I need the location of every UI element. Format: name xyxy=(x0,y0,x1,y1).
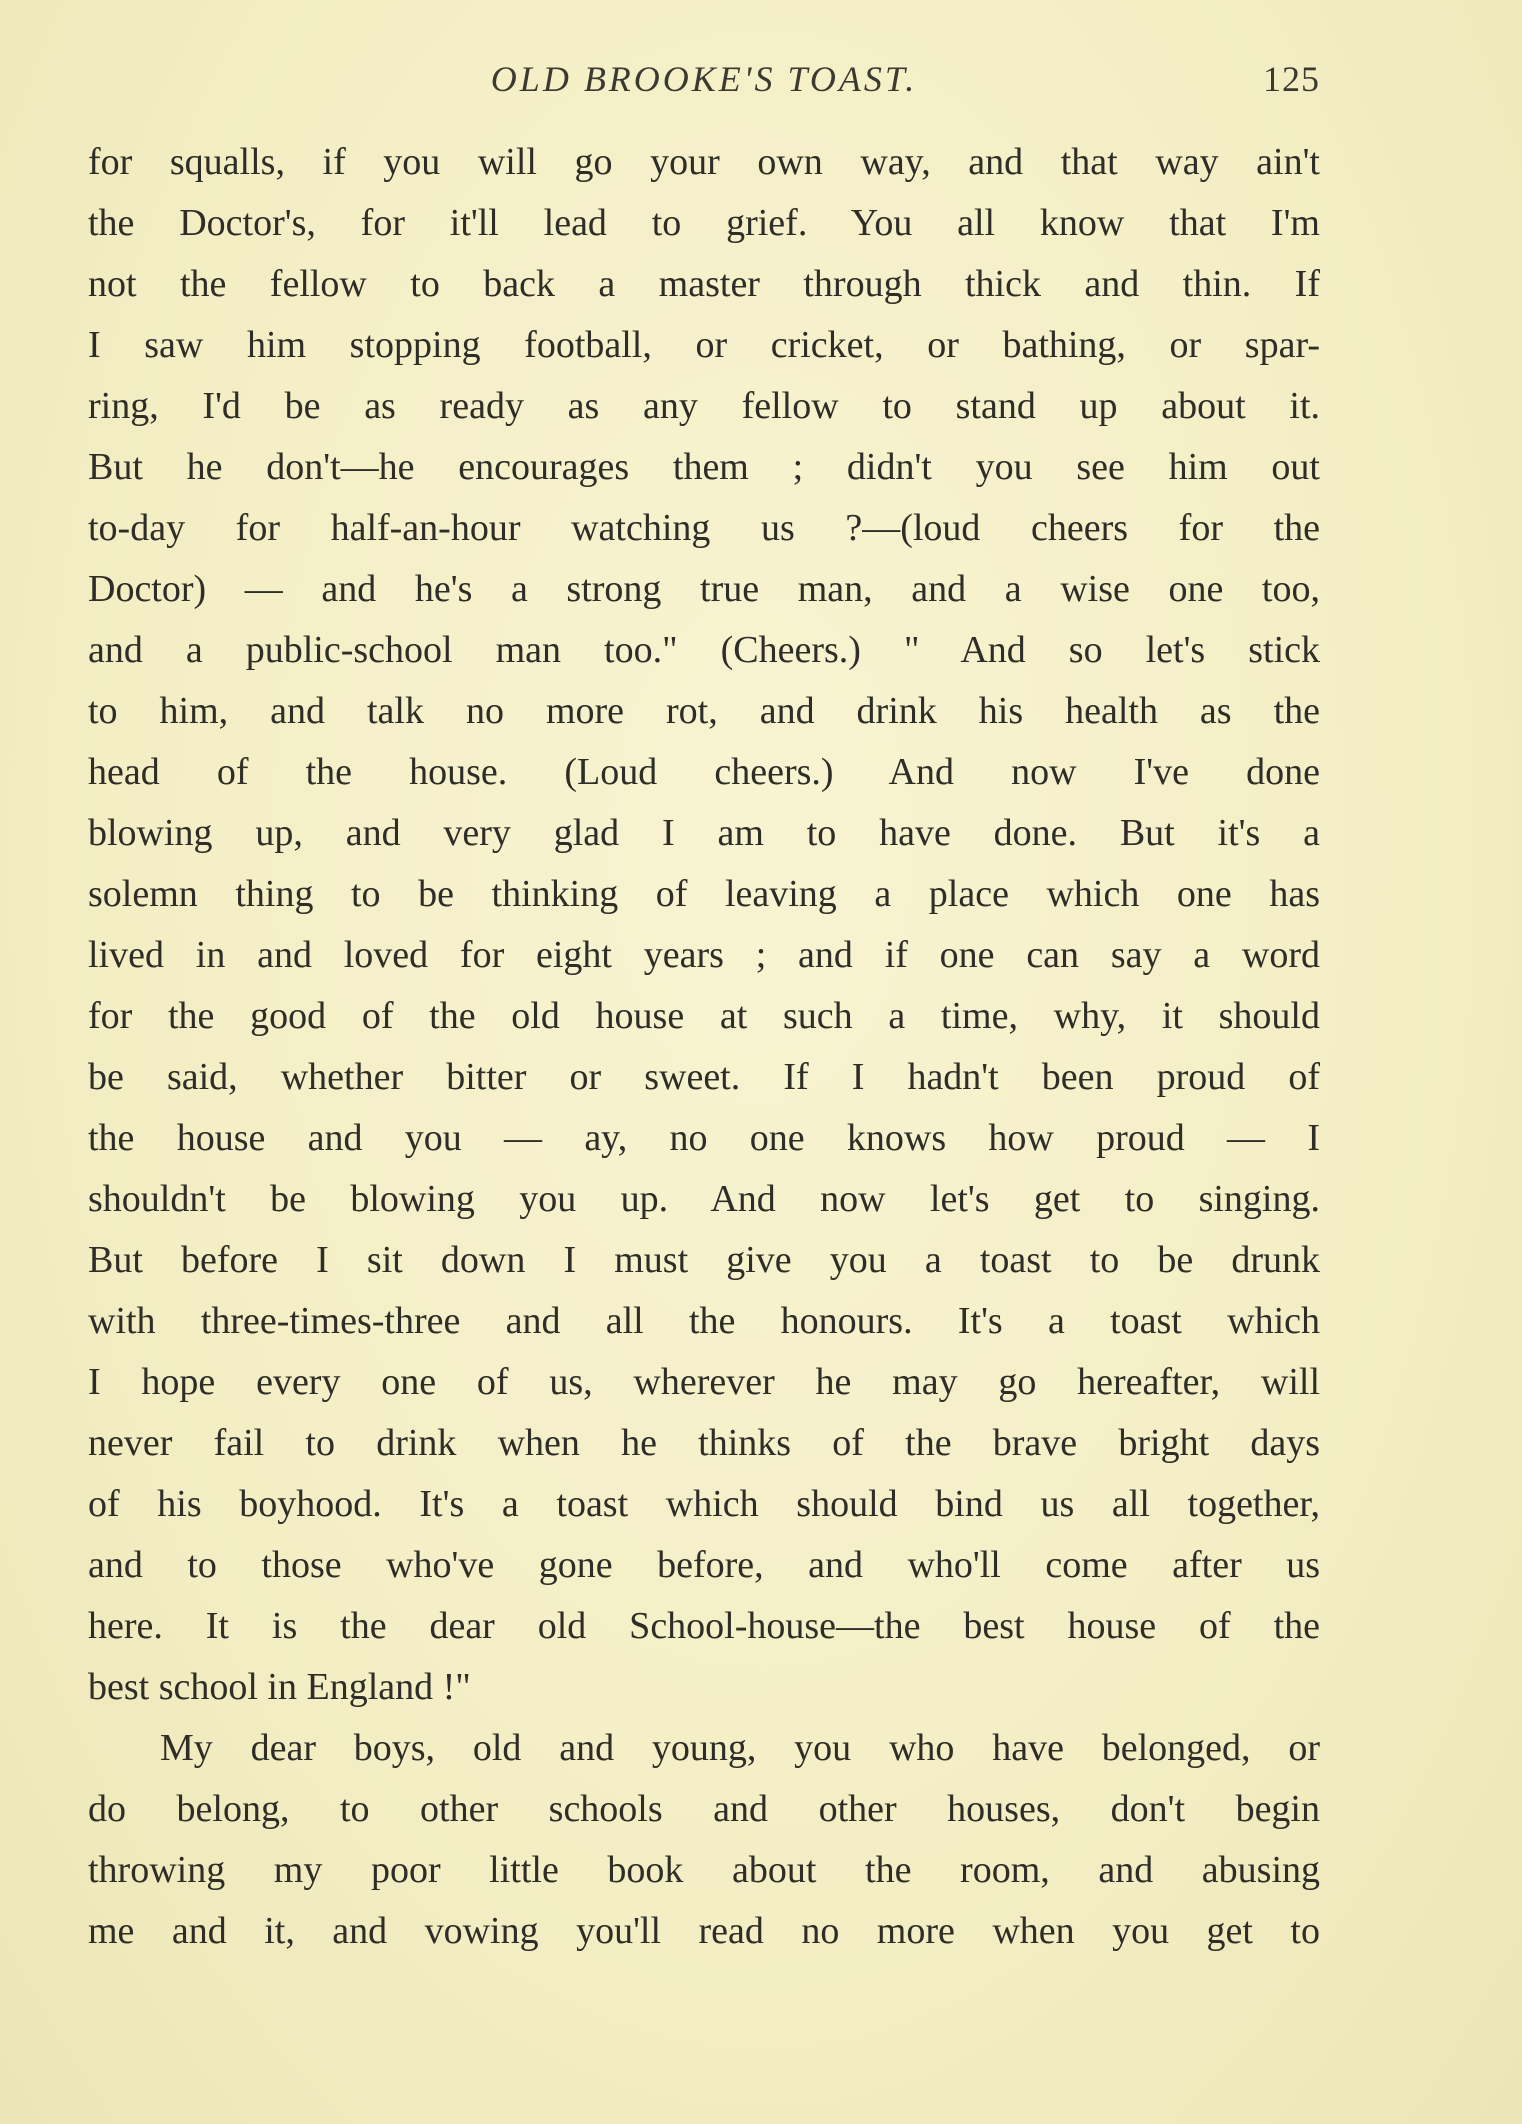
paragraph-end-line: best school in England !" xyxy=(88,1666,471,1708)
text-line: blowing up, and very glad I am to have done. But it's a xyxy=(88,812,1320,854)
text-line: of his boyhood. It's a toast which should bind us all together, xyxy=(88,1483,1320,1525)
text-line: to-day for half-an-hour watching us ?—(loud cheers for the xyxy=(88,507,1320,549)
text-line: ring, I'd be as ready as any fellow to stand up about it. xyxy=(88,385,1320,427)
text-line: lived in and loved for eight years ; and if one can say a word xyxy=(88,934,1320,976)
text-line: I saw him stopping football, or cricket, or bathing, or spar- xyxy=(88,324,1320,366)
text-line: here. It is the dear old School-house—the best house of the xyxy=(88,1605,1320,1647)
text-line: and a public-school man too." (Cheers.) " And so let's stick xyxy=(88,629,1320,671)
text-line: for squalls, if you will go your own way, and that way ain't xyxy=(88,141,1320,183)
text-line: be said, whether bitter or sweet. If I hadn't been proud of xyxy=(88,1056,1320,1098)
text-line: head of the house. (Loud cheers.) And now I've done xyxy=(88,751,1320,793)
text-line: the house and you — ay, no one knows how proud — I xyxy=(88,1117,1320,1159)
text-line: I hope every one of us, wherever he may go hereafter, will xyxy=(88,1361,1320,1403)
text-line: with three-times-three and all the honours. It's a toast which xyxy=(88,1300,1320,1342)
text-line: But he don't—he encourages them ; didn't you see him out xyxy=(88,446,1320,488)
text-line: shouldn't be blowing you up. And now let's get to singing. xyxy=(88,1178,1320,1220)
running-head xyxy=(88,58,1320,118)
page-number: 125 xyxy=(1263,59,1320,99)
text-line: Doctor) — and he's a strong true man, and a wise one too, xyxy=(88,568,1320,610)
text-line: to him, and talk no more rot, and drink his health as the xyxy=(88,690,1320,732)
text-line: the Doctor's, for it'll lead to grief. You all know that I'm xyxy=(88,202,1320,244)
text-line: not the fellow to back a master through thick and thin. If xyxy=(88,263,1320,305)
text-line: and to those who've gone before, and who'll come after us xyxy=(88,1544,1320,1586)
text-line: solemn thing to be thinking of leaving a place which one has xyxy=(88,873,1320,915)
running-title: OLD BROOKE'S TOAST. xyxy=(490,59,918,99)
text-line: do belong, to other schools and other houses, don't begin xyxy=(88,1788,1320,1830)
text-line: never fail to drink when he thinks of the brave bright days xyxy=(88,1422,1320,1464)
text-line: for the good of the old house at such a time, why, it should xyxy=(88,995,1320,1037)
body-text xyxy=(88,132,1320,1962)
text-line: But before I sit down I must give you a toast to be drunk xyxy=(88,1239,1320,1281)
text-line: throwing my poor little book about the room, and abusing xyxy=(88,1849,1320,1891)
text-line: me and it, and vowing you'll read no more when you get to xyxy=(88,1910,1320,1952)
paragraph-start-line: My dear boys, old and young, you who have belonged, or xyxy=(160,1727,1320,1769)
